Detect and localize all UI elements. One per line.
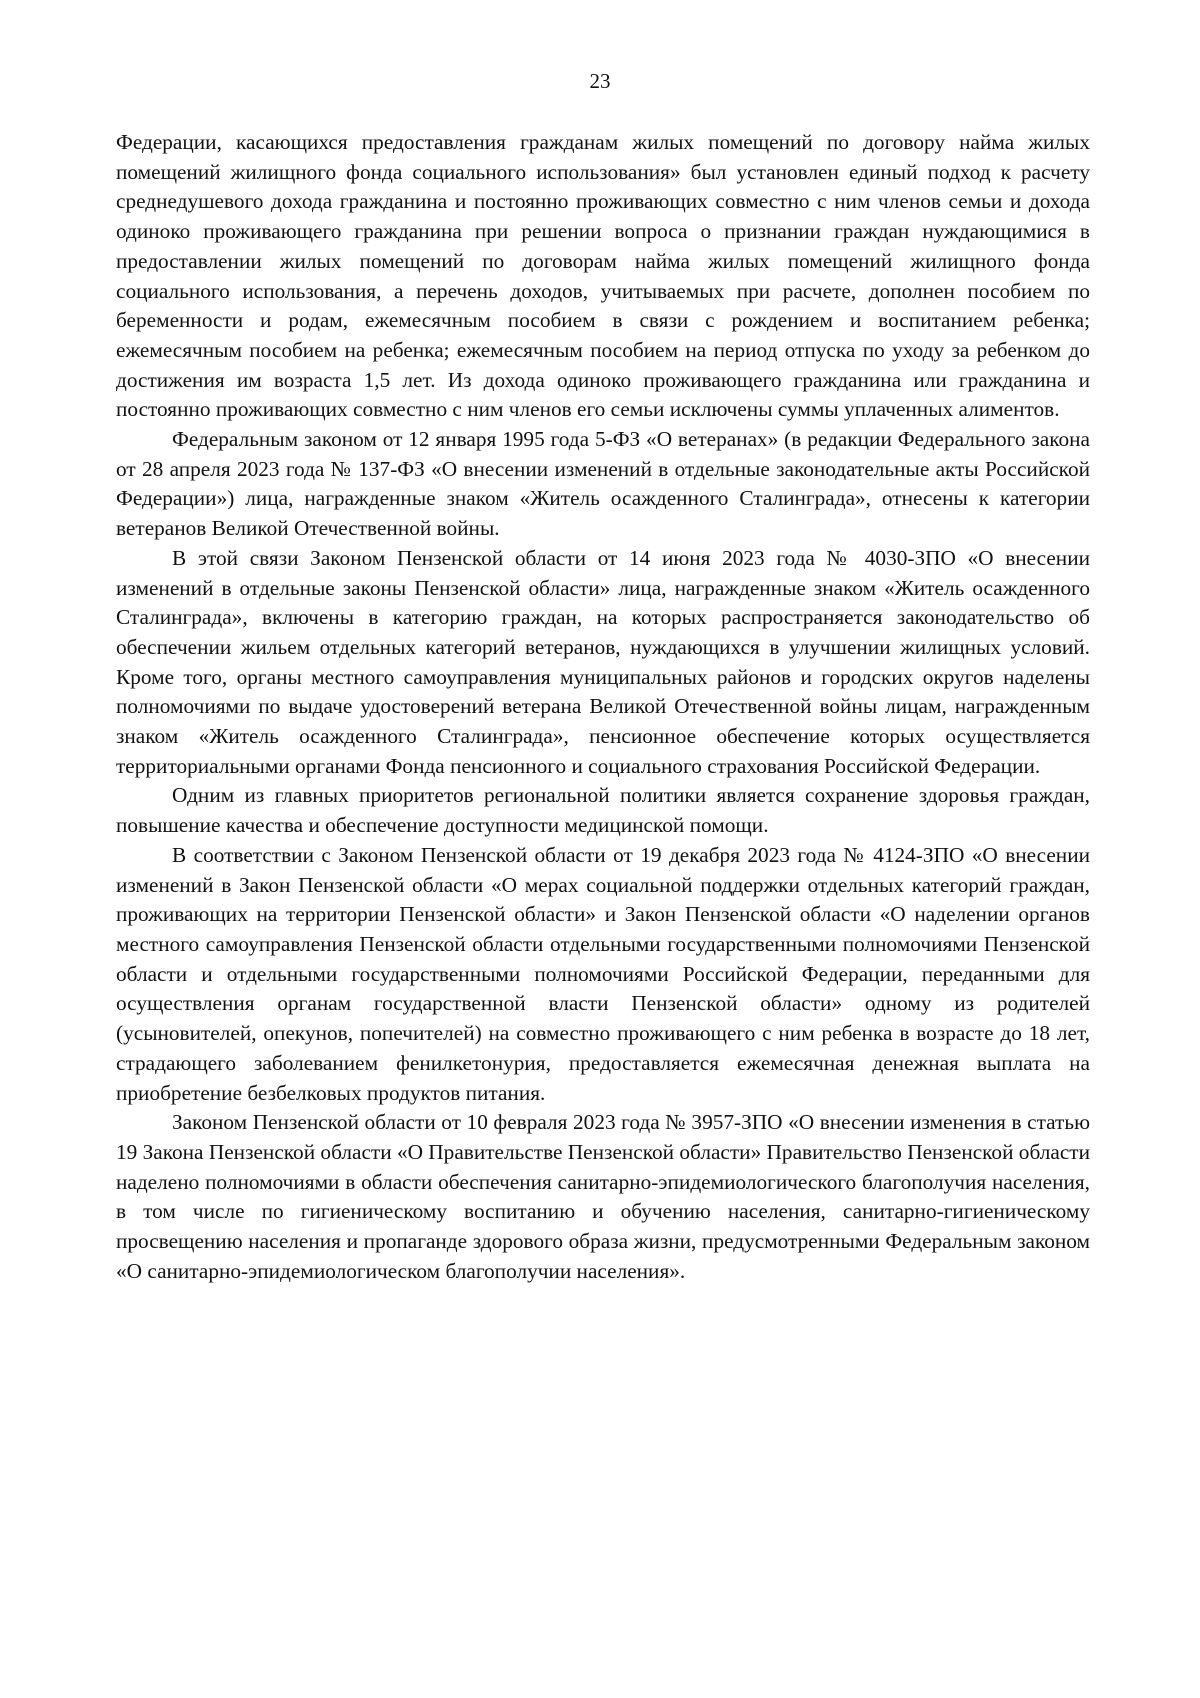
paragraph-regional-law-4124: В соответствии с Законом Пензенской области от 19 декабря 2023 года № 4124-ЗПО «О внесении изменений в Закон Пензенской области «О мерах социальной поддержки отдельных категорий граждан, проживающих на территории Пензенской области» и Закон Пензенской области «О наделении органов местного самоуправления Пензенской области отдельными государственными полномочиями Пензенской области и отдельными государственными полномочиями Российской Федерации, переданными для осуществления органам государственной власти Пензенской области» одному из родителей (усыновителей, опекунов, попечителей) на совместно проживающего с ним ребенка в возрасте до 18 лет, страдающего заболеванием фенилкетонурия, предоставляется ежемесячная денежная выплата на приобретение безбелковых продуктов питания. <box>116 842 1090 1105</box>
paragraph-continued: Федерации, касающихся предоставления гражданам жилых помещений по договору найма жилых помещений жилищного фонда социального использования» был установлен единый подход к расчету среднедушевого дохода гражданина и постоянно проживающих совместно с ним членов семьи и дохода одиноко проживающего гражданина при решении вопроса о признании граждан нуждающимися в предоставлении жилых помещений по договорам найма жилых помещений жилищного фонда социального использования, а перечень доходов, учитываемых при расчете, дополнен пособием по беременности и родам, ежемесячным пособием в связи с рождением и воспитанием ребенка; ежемесячным пособием на ребенка; ежемесячным пособием на период отпуска по уходу за ребенком до достижения им возраста 1,5 лет. Из дохода одиноко проживающего гражданина или гражданина и постоянно проживающих совместно с ним членов его семьи исключены суммы уплаченных алиментов. <box>116 130 1090 422</box>
paragraph-veterans-law: Федеральным законом от 12 января 1995 года 5-ФЗ «О ветеранах» (в редакции Федерального закона от 28 апреля 2023 года № 137-ФЗ «О внесении изменений в отдельные законодательные акты Российской Федерации») лица, награжденные знаком «Житель осажденного Сталинграда», отнесены к категории ветеранов Великой Отечественной войны. <box>116 427 1090 541</box>
page-number: 23 <box>589 69 611 93</box>
paragraph-regional-law-3957: Законом Пензенской области от 10 февраля 2023 года № 3957-ЗПО «О внесении изменения в статью 19 Закона Пензенской области «О Правительстве Пензенской области» Правительство Пензенской области наделено полномочиями в области обеспечения санитарно-эпидемиологического благополучия населения, в том числе по гигиеническому воспитанию и обучению населения, санитарно-гигиеническому просвещению населения и пропаганде здорового образа жизни, предусмотренными Федеральным законом «О санитарно-эпидемиологическом благополучии населения». <box>116 1110 1090 1283</box>
paragraph-health-priority: Одним из главных приоритетов региональной политики является сохранение здоровья граждан, повышение качества и обеспечение доступности медицинской помощи. <box>116 783 1090 838</box>
document-body <box>116 128 1090 1286</box>
paragraph-regional-law-4030: В этой связи Законом Пензенской области от 14 июня 2023 года № 4030-ЗПО «О внесении изменений в отдельные законы Пензенской области» лица, награжденные знаком «Житель осажденного Сталинграда», включены в категорию граждан, на которых распространяется законодательство об обеспечении жильем отдельных категорий ветеранов, нуждающихся в улучшении жилищных условий. Кроме того, органы местного самоуправления муниципальных районов и городских округов наделены полномочиями по выдаче удостоверений ветерана Великой Отечественной войны лицам, награжденным знаком «Житель осажденного Сталинграда», пенсионное обеспечение которых осуществляется территориальными органами Фонда пенсионного и социального страхования Российской Федерации. <box>116 545 1090 778</box>
